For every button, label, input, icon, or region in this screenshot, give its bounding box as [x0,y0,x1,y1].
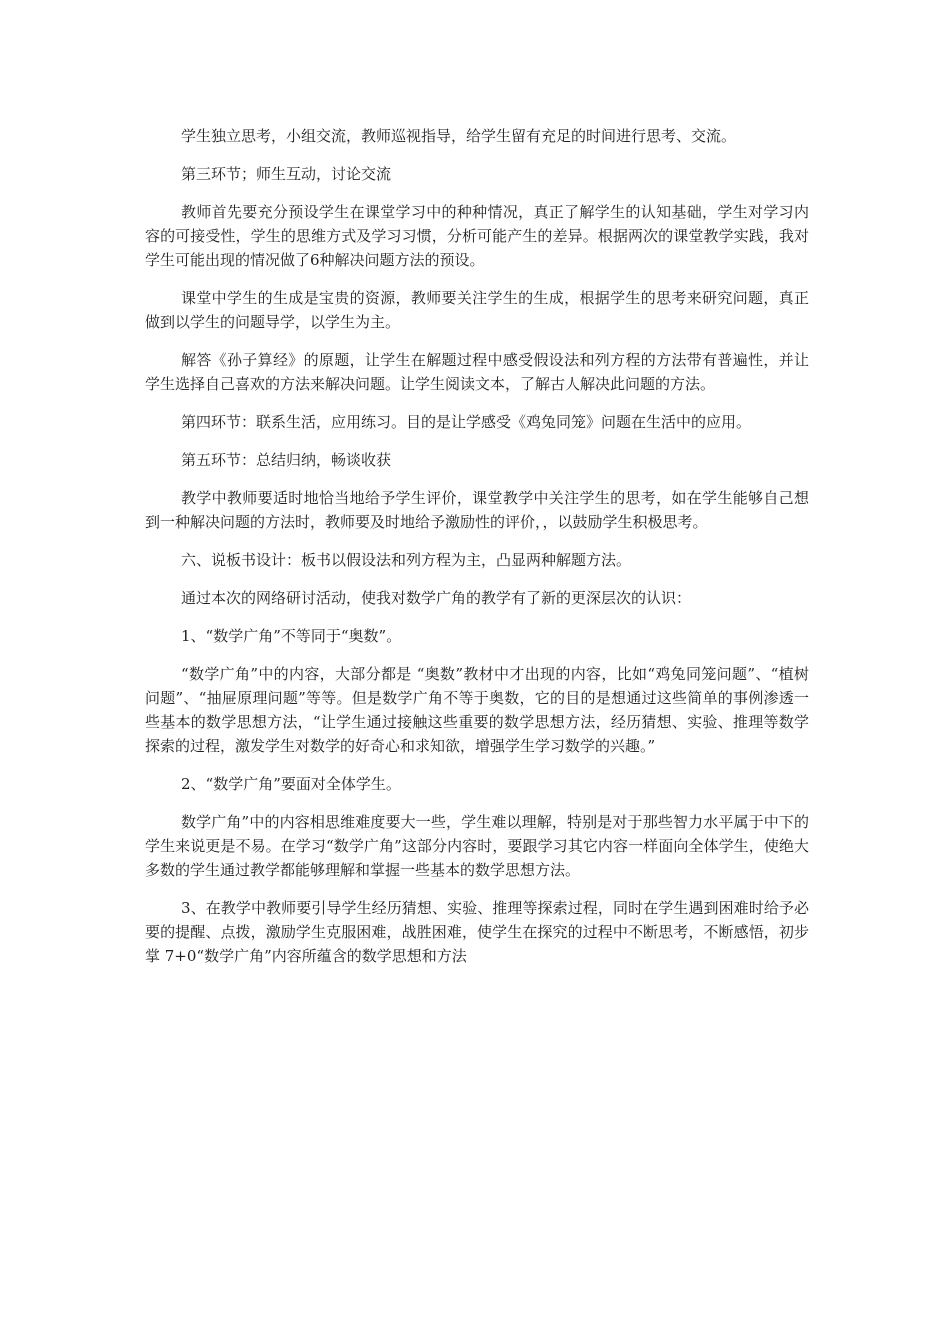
paragraph-stage-three-heading: 第三环节；师生互动，讨论交流 [181,165,392,183]
paragraph-stage-five-heading: 第五环节：总结归纳，畅谈收获 [181,451,392,469]
paragraph-online-seminar: 通过本次的网络研讨活动，使我对数学广角的教学有了新的更深层次的认识： [181,589,692,607]
paragraph-student-generation: 课堂中学生的生成是宝贵的资源，教师要关注学生的生成，根据学生的思考来研究问题，真正做到以学生的问题导学，以学生为主。 [145,289,809,331]
paragraph-independent-thinking: 学生独立思考，小组交流，教师巡视指导，给学生留有充足的时间进行思考、交流。 [181,127,737,145]
paragraph-sunzi-suanjing: 解答《孙子算经》的原题，让学生在解题过程中感受假设法和列方程的方法带有普遍性，并让学生选择自己喜欢的方法来解决问题。让学生阅读文本，了解古人解决此问题的方法。 [145,351,809,393]
paragraph-board-design: 六、说板书设计：板书以假设法和列方程为主，凸显两种解题方法。 [181,551,632,569]
paragraph-point-one-heading: 1、“数学广角”不等同于“奥数”。 [181,627,402,645]
paragraph-stage-four-heading: 第四环节：联系生活，应用练习。目的是让学感受《鸡兔同笼》问题在生活中的应用。 [181,413,752,431]
paragraph-teacher-presets: 教师首先要充分预设学生在课堂学习中的种种情况，真正了解学生的认知基础，学生对学习内容的可接受性，学生的思维方式及学习习惯，分析可能产生的差异。根据两次的课堂教学实践，我对学生可能出现的情况做了6种解决问题方法的预设。 [145,203,809,269]
paragraph-point-two-heading: 2、“数学广角”要面对全体学生。 [181,775,401,793]
paragraph-teacher-evaluation: 教学中教师要适时地恰当地给予学生评价，课堂教学中关注学生的思考，如在学生能够自己想到一种解决问题的方法时，教师要及时地给予激励性的评价，，以鼓励学生积极思考。 [145,489,809,531]
paragraph-point-one-body: “数学广角”中的内容，大部分都是 “奥数”教材中才出现的内容，比如“鸡兔同笼问题”、“植树问题”、“抽屉原理问题”等等。但是数学广角不等于奥数，它的目的是想通过这些简单的事例渗透一些基本的数学思想方法，“让学生通过接触这些重要的数学思想方法，经历猜想、实验、推理等数学探索的过程，激发学生对数学的好奇心和求知欲，增强学生学习数学的兴趣。” [145,665,809,755]
paragraph-point-three: 3、在教学中教师要引导学生经历猜想、实验、推理等探索过程，同时在学生遇到困难时给予必要的提醒、点拨，激励学生克服困难，战胜困难，使学生在探究的过程中不断思考，不断感悟，初步掌 7+0“数学广角”内容所蕴含的数学思想和方法 [145,899,809,965]
document-body [145,124,809,982]
paragraph-point-two-body: 数学广角”中的内容相思维难度要大一些，学生难以理解，特别是对于那些智力水平属于中下的学生来说更是不易。在学习“数学广角”这部分内容时，要跟学习其它内容一样面向全体学生，使绝大多数的学生通过教学都能够理解和掌握一些基本的数学思想方法。 [145,813,809,879]
